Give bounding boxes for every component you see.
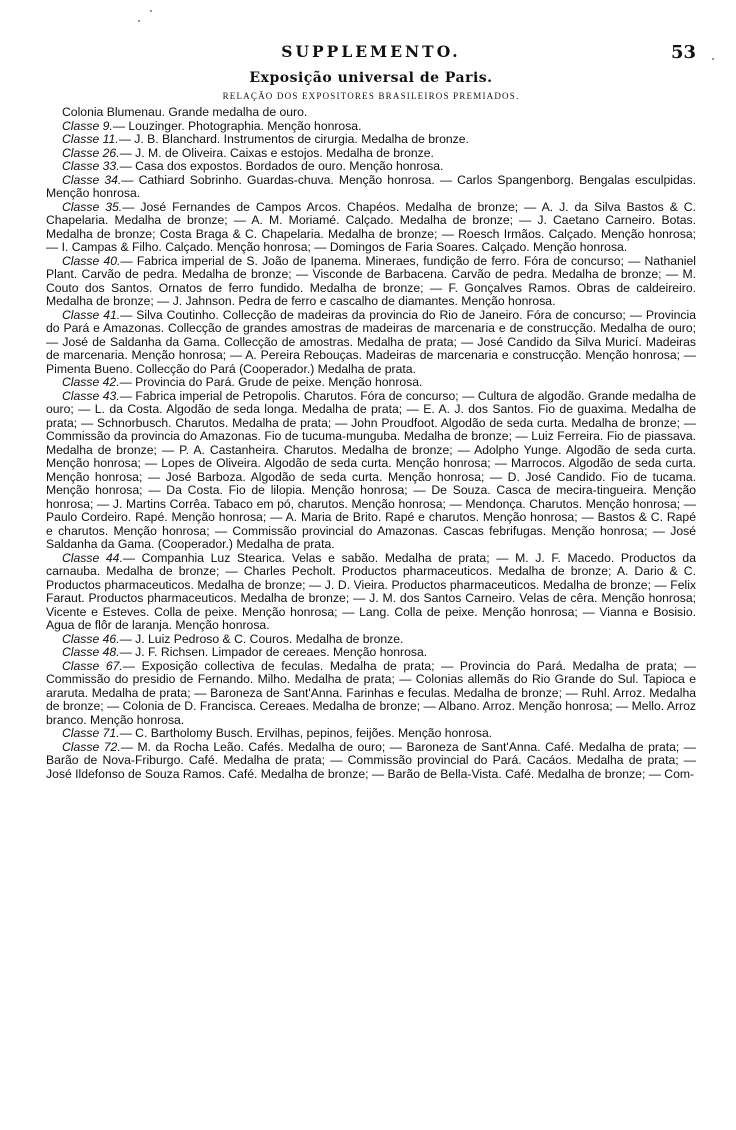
award-entry: [46, 633, 696, 647]
page-number: 53: [670, 42, 696, 63]
award-entry: [46, 160, 696, 174]
entry-text: — C. Bartholomy Busch. Ervilhas, pepinos, feijões. Menção honrosa.: [119, 726, 493, 740]
print-speck: [150, 10, 152, 12]
award-entry: [46, 133, 696, 147]
award-entry: [46, 552, 696, 633]
award-entry: [46, 741, 696, 782]
award-entry: [46, 390, 696, 552]
classe-label: Classe 26.: [62, 145, 120, 160]
classe-label: Classe 72.: [62, 739, 121, 754]
classe-label: Classe 43.: [62, 388, 120, 403]
classe-label: Classe 67.: [62, 658, 123, 673]
entry-text: — Cathiard Sobrinho. Guardas-chuva. Menção honrosa. — Carlos Spangenborg. Bengalas esculpidas. Menção honrosa.: [46, 172, 696, 200]
entry-text: — José Fernandes de Campos Arcos. Chapéos. Medalha de bronze; — A. J. da Silva Bastos & C. Chapelaria. Medalha de bronze; — A. M. Moriamé. Calçado. Medalha de bronze; — J. Caetano Carneiro. Botas. Medalha de bronze; Costa Braga & C. Chapelaria. Medalha de bronze; — Roesch Irmãos. Calçado. Menção honrosa; — I. Campas & Filho. Calçado. Menção honrosa; — Domingos de Faria Soares. Calçado. Menção honrosa.: [46, 199, 696, 254]
classe-label: Classe 46.: [62, 631, 120, 646]
entry-text: — Provincia do Pará. Grude de peixe. Menção honrosa.: [119, 375, 423, 389]
award-entry: [46, 120, 696, 134]
classe-label: Classe 33.: [62, 159, 120, 173]
award-entry: [46, 147, 696, 161]
award-entry: [46, 646, 696, 660]
classe-label: Classe 41.: [62, 307, 121, 322]
entry-text: — Exposição collectiva de feculas. Medalha de prata; — Provincia do Pará. Medalha de prata; — Commissão do presidio de Fernando. Milho. Medalha de prata; — Colonias allemãs do Rio Grande do Sul. Tapioca e araruta. Medalha de prata; — Baroneza de Sant'Anna. Farinhas e feculas. Medalha de bronze; — Ruhl. Arroz. Medalha de bronze; — Colonia de D. Francisca. Cereaes. Medalha de bronze; — Albano. Arroz. Menção honrosa; — Mello. Arroz branco. Menção honrosa.: [46, 658, 696, 727]
award-entry: [46, 309, 696, 377]
award-entry: [46, 255, 696, 309]
entry-text: — Louzinger. Photographia. Menção honrosa.: [112, 118, 362, 133]
award-entry: [46, 201, 696, 255]
entry-text: — Fabrica imperial de Petropolis. Charutos. Fóra de concurso; — Cultura de algodão. Grande medalha de ouro; — L. da Costa. Algodão de seda longa. Medalha de prata; — E. A. J. dos Santos. Fio de guaxima. Medalha de prata; — Schnorbusch. Charutos. Medalha de prata; — John Proudfoot. Algodão de seda curta. Medalha de bronze; — Commissão da provincia do Amazonas. Fio de tucuma-munguba. Medalha de bronze; — Luiz Ferreira. Fio de piassava. Medalha de bronze; — P. A. Castanheira. Charutos. Medalha de bronze; — Adolpho Yunge. Algodão de seda curta. Menção honrosa; — Lopes de Oliveira. Algodão de seda curta. Menção honrosa; — Marrocos. Algodão de seda curta. Menção honrosa; — José Barboza. Algodão de seda curta. Menção honrosa; — D. José Candido. Fio de tucama. Menção honrosa; — Da Costa. Fio de lilopia. Menção honrosa; — De Souza. Casca de mecira-tingueira. Menção honrosa; — J. Martins Corrêa. Tabaco em pó, charutos. Menção honrosa; — Mendonça. Charutos. Menção honrosa; — Paulo Cordeiro. Rapé. Menção honrosa; — A. Maria de Brito. Rapé e charutos. Menção honrosa; — Bastos & C. Rapé e charutos. Menção honrosa; — Commissão provincial do Amazonas. Cascas febrifugas. Menção honrosa; — José Saldanha da Gama. (Cooperador.) Medalha de prata.: [46, 388, 696, 551]
entry-text: — J. B. Blanchard. Instrumentos de cirurgia. Medalha de bronze.: [118, 132, 469, 146]
classe-label: Classe 42.: [62, 375, 120, 389]
entry-text: — Fabrica imperial de S. João de Ipanema. Mineraes, fundição de ferro. Fóra de concurso; — Nathaniel Plant. Carvão de pedra. Medalha de bronze; — Visconde de Barbacena. Carvão de pedra. Medalha de bronze; — M. Couto dos Santos. Ornatos de ferro fundido. Medalha de bronze; — F. Gonçalves Ramos. Obras de caldeireiro. Medalha de bronze; — J. Jahnson. Pedra de ferro e cascalho de diamantes. Menção honrosa.: [46, 253, 696, 308]
award-entry: [46, 376, 696, 390]
classe-label: Classe 35.: [62, 199, 123, 214]
classe-label: Classe 48.: [62, 645, 120, 659]
award-entry: [46, 727, 696, 741]
entry-text: — Companhia Luz Stearica. Velas e sabão. Medalha de prata; — M. J. F. Macedo. Productos da carnauba. Medalha de bronze; — Charles Pecholt. Productos pharmaceuticos. Medalha de bronze; A. Dario & C. Productos pharmaceuticos. Medalha de bronze; — J. D. Vieira. Productos pharmaceuticos. Medalha de bronze; — Felix Faraut. Productos pharmaceuticos. Medalha de bronze; — J. M. dos Santos Carneiro. Velas de cêra. Menção honrosa; Vicente e Esteves. Colla de peixe. Menção honrosa; — Lang. Colla de peixe. Menção honrosa; — Vianna e Bosisio. Agua de flôr de laranja. Menção honrosa.: [46, 550, 696, 632]
print-speck: [712, 58, 714, 60]
section-title: Exposição universal de Paris.: [249, 70, 493, 86]
section-subtitle: RELAÇÃO DOS EXPOSITORES BRASILEIROS PREMIADOS.: [222, 91, 520, 101]
entry-text: — J. Luiz Pedroso & C. Couros. Medalha de bronze.: [119, 631, 404, 646]
entry-text: — J. F. Richsen. Limpador de cereaes. Menção honrosa.: [119, 645, 428, 659]
entry-text: — Casa dos expostos. Bordados de ouro. Menção honrosa.: [119, 159, 444, 173]
print-speck: [138, 20, 140, 22]
running-title: SUPPLEMENTO.: [281, 42, 461, 61]
awards-list: [46, 106, 696, 781]
award-entry: [46, 660, 696, 728]
entry-text: — Silva Coutinho. Collecção de madeiras da provincia do Rio de Janeiro. Fóra de concurso; — Provincia do Pará e Amazonas. Collecção de grandes amostras de madeiras de marcenaria e de construcção. Medalha de ouro; — José de Saldanha da Gama. Collecção de amostras. Medalha de prata; — José Candido da Silva Muricí. Madeiras de marcenaria. Menção honrosa; — A. Pereira Rebouças. Madeiras de marcenaria e construcção. Menção honrosa; — Pimenta Bueno. Collecção do Pará (Cooperador.) Medalha de prata.: [46, 307, 696, 376]
classe-label: Classe 44.: [62, 550, 123, 565]
page-header: [46, 42, 696, 66]
classe-label: Classe 9.: [62, 118, 113, 133]
entry-text: — J. M. de Oliveira. Caixas e estojos. Medalha de bronze.: [119, 145, 434, 160]
classe-label: Classe 40.: [62, 253, 121, 268]
award-entry: [46, 174, 696, 201]
entry-text: Colonia Blumenau. Grande medalha de ouro.: [62, 105, 308, 119]
entry-text: — M. da Rocha Leão. Cafés. Medalha de ouro; — Baroneza de Sant'Anna. Café. Medalha de prata; — Barão de Nova-Friburgo. Café. Medalha de prata; — Commissão provincial do Pará. Cacáos. Medalha de prata; — José Ildefonso de Souza Ramos. Café. Medalha de bronze; — Barão de Bella-Vista. Café. Medalha de bronze; — Com-: [46, 739, 696, 781]
classe-label: Classe 11.: [62, 132, 119, 146]
classe-label: Classe 34.: [62, 172, 122, 187]
classe-label: Classe 71.: [62, 726, 120, 740]
award-entry: [62, 106, 696, 120]
